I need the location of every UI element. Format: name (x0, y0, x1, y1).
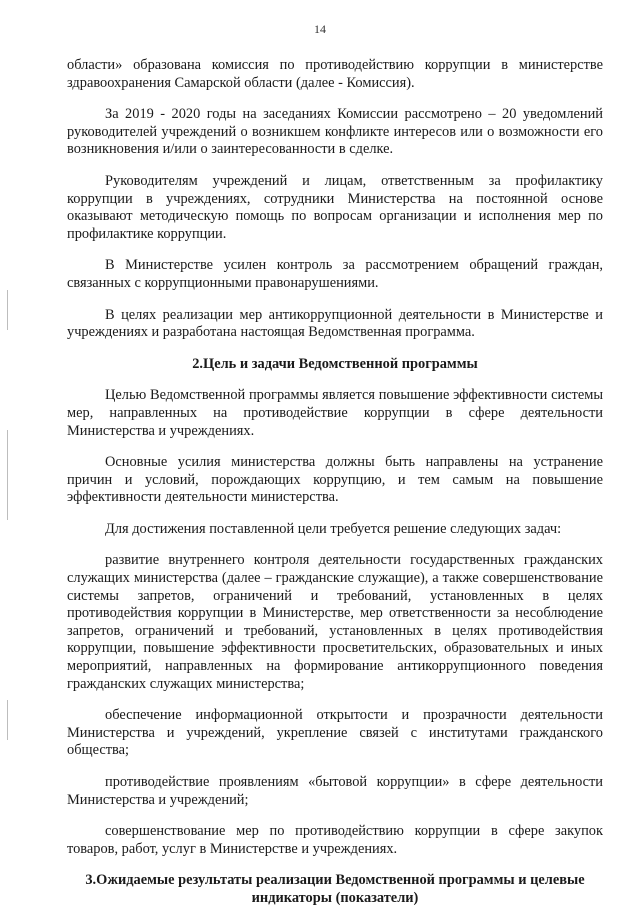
scan-margin-mark (7, 290, 8, 330)
paragraph: Целью Ведомственной программы является повышение эффективности системы мер, направленных на противодействие коррупции в сфере деятельности Министерства и учреждениях. (67, 387, 603, 439)
task-item: противодействие проявлениям «бытовой коррупции» в сфере деятельности Министерства и учреждений; (67, 774, 603, 808)
page-number: 14 (314, 22, 326, 36)
paragraph: Руководителям учреждений и лицам, ответственным за профилактику коррупции в учреждениях, сотрудники Министерства на постоянной основе оказывают методическую помощь по вопросам организации и исполнения мер по профилактике коррупции. (67, 172, 603, 242)
paragraph: области» образована комиссия по противодействию коррупции в министерстве здравоохранения Самарской области (далее - Комиссия). (67, 57, 603, 91)
task-item: обеспечение информационной открытости и прозрачности деятельности Министерства и учреждений, укрепление связей с институтами гражданского общества; (67, 707, 603, 759)
paragraph: За 2019 - 2020 годы на заседаниях Комиссии рассмотрено – 20 уведомлений руководителей учреждений о возникшем конфликте интересов или о возможности его возникновения и/или о заинтересованности в сделке. (67, 106, 603, 158)
task-item: совершенствование мер по противодействию коррупции в сфере закупок товаров, работ, услуг в Министерстве и учреждениях. (67, 823, 603, 857)
paragraph: Основные усилия министерства должны быть направлены на устранение причин и условий, порождающих коррупцию, и тем самым на повышение эффективности деятельности министерства. (67, 454, 603, 506)
document-body (67, 57, 603, 922)
paragraph: Для достижения поставленной цели требуется решение следующих задач: (105, 520, 562, 537)
scan-margin-mark (7, 430, 8, 520)
scan-margin-mark (7, 700, 8, 740)
task-item: развитие внутреннего контроля деятельности государственных гражданских служащих министерства (далее – гражданские служащие), а также совершенствование системы запретов, ограничений и требований, установленных в целях противодействия коррупции в Министерстве, мер ответственности за несоблюдение запретов, ограничений и требований, установленных в целях противодействия коррупции, повышение эффективности просветительских, образовательных и иных мероприятий, направленных на формирование антикоррупционного поведения гражданских служащих министерства; (67, 552, 603, 692)
paragraph: В Министерстве усилен контроль за рассмотрением обращений граждан, связанных с коррупционными правонарушениями. (67, 257, 603, 291)
paragraph: В целях реализации мер антикоррупционной деятельности в Министерстве и учреждениях и разработана настоящая Ведомственная программа. (67, 306, 603, 341)
section-heading: 3.Ожидаемые результаты реализации Ведомственной программы и целевые индикаторы (показатели) (85, 872, 585, 906)
section-heading: 2.Цель и задачи Ведомственной программы (192, 355, 478, 372)
